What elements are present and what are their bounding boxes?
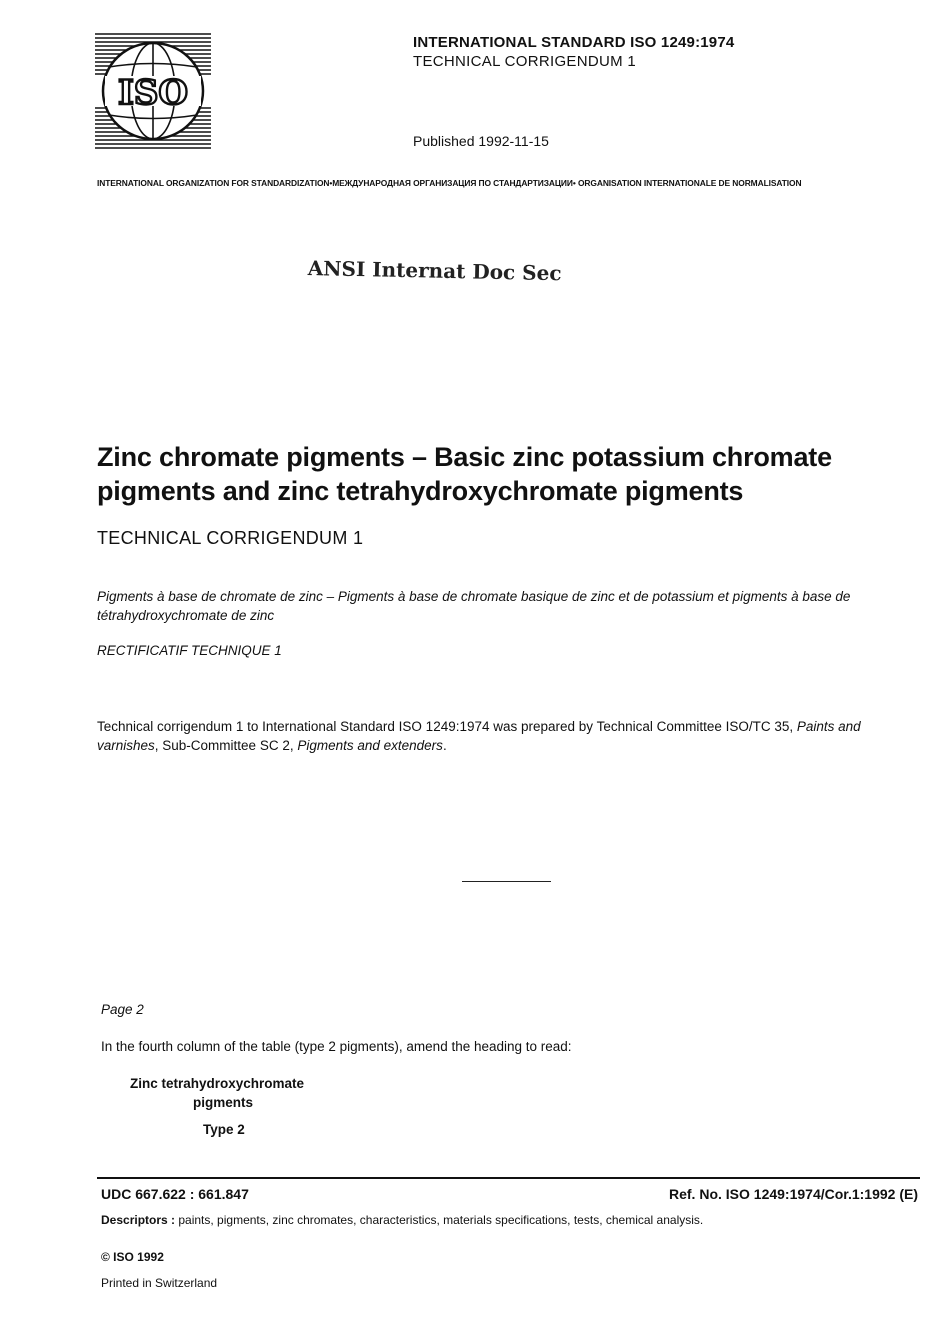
document-title: Zinc chromate pigments – Basic zinc potassium chromate pigments and zinc tetrahydroxychromate pigments — [97, 442, 832, 506]
organization-line: INTERNATIONAL ORGANIZATION FOR STANDARDIZATION•МЕЖДУНАРОДНАЯ ОРГАНИЗАЦИЯ ПО СТАНДАРТИЗАЦИИ• ORGANISATION INTERNATIONALE DE NORMALISATION — [97, 178, 802, 188]
copyright: © ISO 1992 — [101, 1250, 164, 1264]
standard-number: INTERNATIONAL STANDARD ISO 1249:1974 — [413, 34, 735, 51]
french-subheading: RECTIFICATIF TECHNIQUE 1 — [97, 643, 282, 658]
iso-logo — [95, 32, 211, 150]
title-subheading: TECHNICAL CORRIGENDUM 1 — [97, 528, 364, 548]
committee-name: Paints and varnishes — [97, 719, 861, 753]
page-reference: Page 2 — [101, 1002, 144, 1017]
reference-number: Ref. No. ISO 1249:1974/Cor.1:1992 (E) — [669, 1186, 918, 1202]
descriptors — [101, 1213, 703, 1227]
preparation-paragraph — [97, 717, 917, 755]
french-title: Pigments à base de chromate de zinc – Pigments à base de chromate basique de zinc et de potassium et pigments à base de tétrahydroxychromate de zinc — [97, 589, 851, 623]
descriptors-text: paints, pigments, zinc chromates, characteristics, materials specifications, tests, chemical analysis. — [175, 1213, 704, 1227]
amended-heading-line-2: pigments — [193, 1095, 254, 1110]
preparation-text-1: Technical corrigendum 1 to International Standard ISO 1249:1974 was prepared by Technical Committee ISO/TC 35, — [97, 719, 797, 734]
descriptors-label: Descriptors : — [101, 1213, 176, 1227]
amendment-instruction: In the fourth column of the table (type 2 pigments), amend the heading to read: — [101, 1039, 572, 1054]
section-divider — [462, 881, 551, 882]
corrigendum-label: TECHNICAL CORRIGENDUM 1 — [413, 53, 637, 70]
preparation-text-3: . — [442, 738, 447, 753]
footer-rule — [97, 1177, 920, 1179]
amended-heading-line-3: Type 2 — [203, 1122, 245, 1137]
udc-code: UDC 667.622 : 661.847 — [101, 1186, 249, 1202]
printed-location: Printed in Switzerland — [101, 1276, 218, 1290]
subcommittee-name: Pigments and extenders — [297, 738, 443, 753]
iso-logo-text: ISO — [117, 73, 189, 113]
amended-heading-line-1: Zinc tetrahydroxychromate — [130, 1076, 305, 1091]
ansi-stamp: ANSI Internat Doc Sec — [307, 256, 562, 286]
preparation-text-2: , Sub-Committee SC 2, — [154, 738, 298, 753]
published-date: Published 1992-11-15 — [413, 133, 549, 149]
